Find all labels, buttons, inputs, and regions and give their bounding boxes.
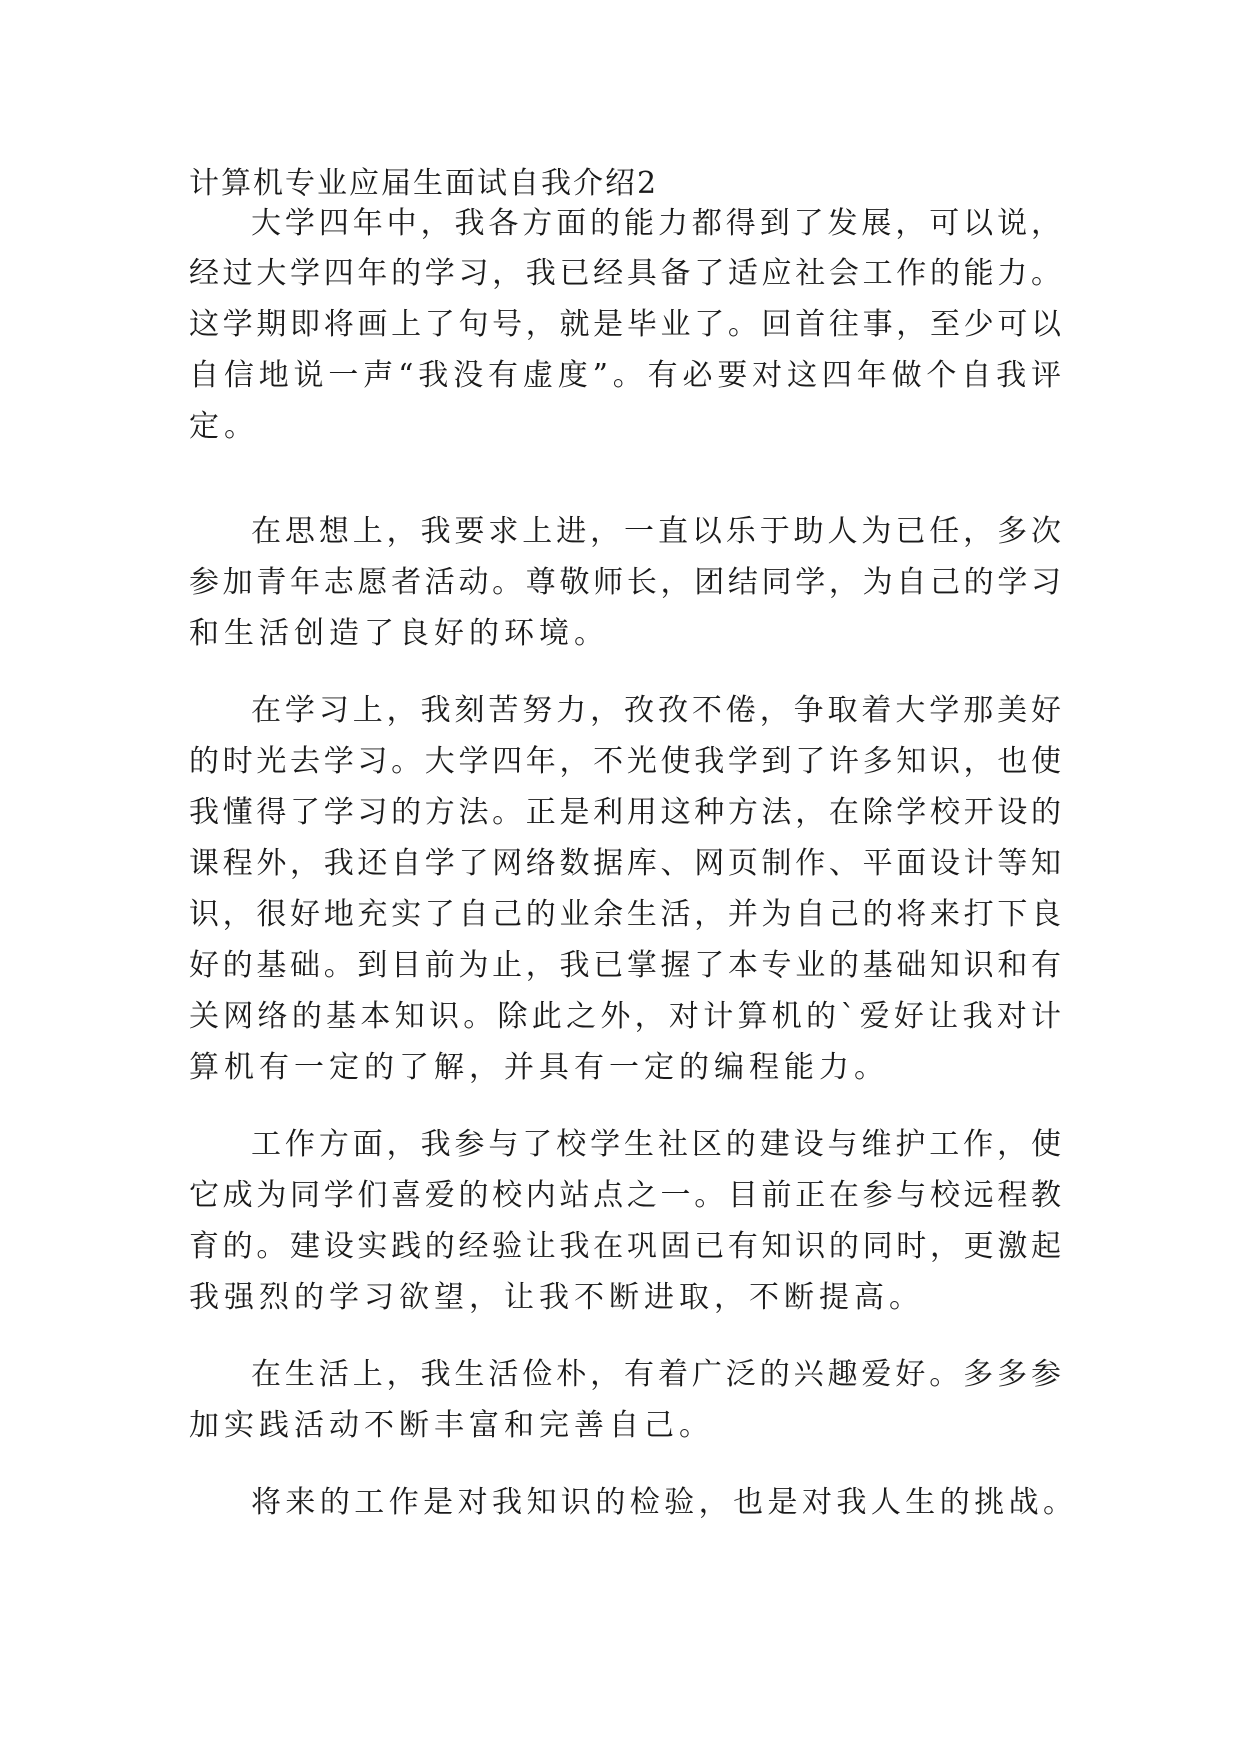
paragraph-3-line-8: 算机有一定的了解，并具有一定的编程能力。 — [189, 1050, 889, 1085]
paragraph-3-line-7: 关网络的基本知识。除此之外，对计算机的`爱好让我对计 — [189, 999, 1061, 1034]
paragraph-1-line-5: 定。 — [189, 409, 259, 444]
paragraph-2-line-1: 在思想上，我要求上进，一直以乐于助人为已任，多次 — [251, 514, 1061, 549]
paragraph-1-line-3: 这学期即将画上了句号，就是毕业了。回首往事，至少可以 — [189, 307, 1061, 342]
paragraph-3-line-2: 的时光去学习。大学四年，不光使我学到了许多知识，也使 — [189, 744, 1061, 779]
paragraph-4-line-1: 工作方面，我参与了校学生社区的建设与维护工作，使 — [251, 1127, 1061, 1162]
paragraph-3-line-1: 在学习上，我刻苦努力，孜孜不倦，争取着大学那美好 — [251, 693, 1061, 728]
paragraph-4-line-4: 我强烈的学习欲望，让我不断进取，不断提高。 — [189, 1280, 924, 1315]
paragraph-5-line-1: 在生活上，我生活俭朴，有着广泛的兴趣爱好。多多参 — [251, 1357, 1061, 1392]
paragraph-6-line-1: 将来的工作是对我知识的检验，也是对我人生的挑战。 — [251, 1485, 1073, 1520]
paragraph-1-line-4: 自信地说一声“我没有虚度”。有必要对这四年做个自我评 — [189, 358, 1061, 393]
paragraph-1-line-1: 大学四年中，我各方面的能力都得到了发展，可以说， — [251, 206, 1061, 241]
paragraph-2-line-2: 参加青年志愿者活动。尊敬师长，团结同学，为自己的学习 — [189, 565, 1061, 600]
paragraph-4-line-3: 育的。建设实践的经验让我在巩固已有知识的同时，更激起 — [189, 1229, 1061, 1264]
paragraph-3-line-4: 课程外，我还自学了网络数据库、网页制作、平面设计等知 — [189, 846, 1061, 881]
paragraph-3-line-5: 识，很好地充实了自己的业余生活，并为自己的将来打下良 — [189, 897, 1061, 932]
paragraph-3-line-3: 我懂得了学习的方法。正是利用这种方法，在除学校开设的 — [189, 795, 1061, 830]
document-title: 计算机专业应届生面试自我介绍2 — [189, 166, 659, 201]
paragraph-4-line-2: 它成为同学们喜爱的校内站点之一。目前正在参与校远程教 — [189, 1178, 1061, 1213]
paragraph-5-line-2: 加实践活动不断丰富和完善自己。 — [189, 1408, 714, 1443]
paragraph-3-line-6: 好的基础。到目前为止，我已掌握了本专业的基础知识和有 — [189, 948, 1061, 983]
paragraph-2-line-3: 和生活创造了良好的环境。 — [189, 616, 609, 651]
paragraph-1-line-2: 经过大学四年的学习，我已经具备了适应社会工作的能力。 — [189, 256, 1061, 291]
